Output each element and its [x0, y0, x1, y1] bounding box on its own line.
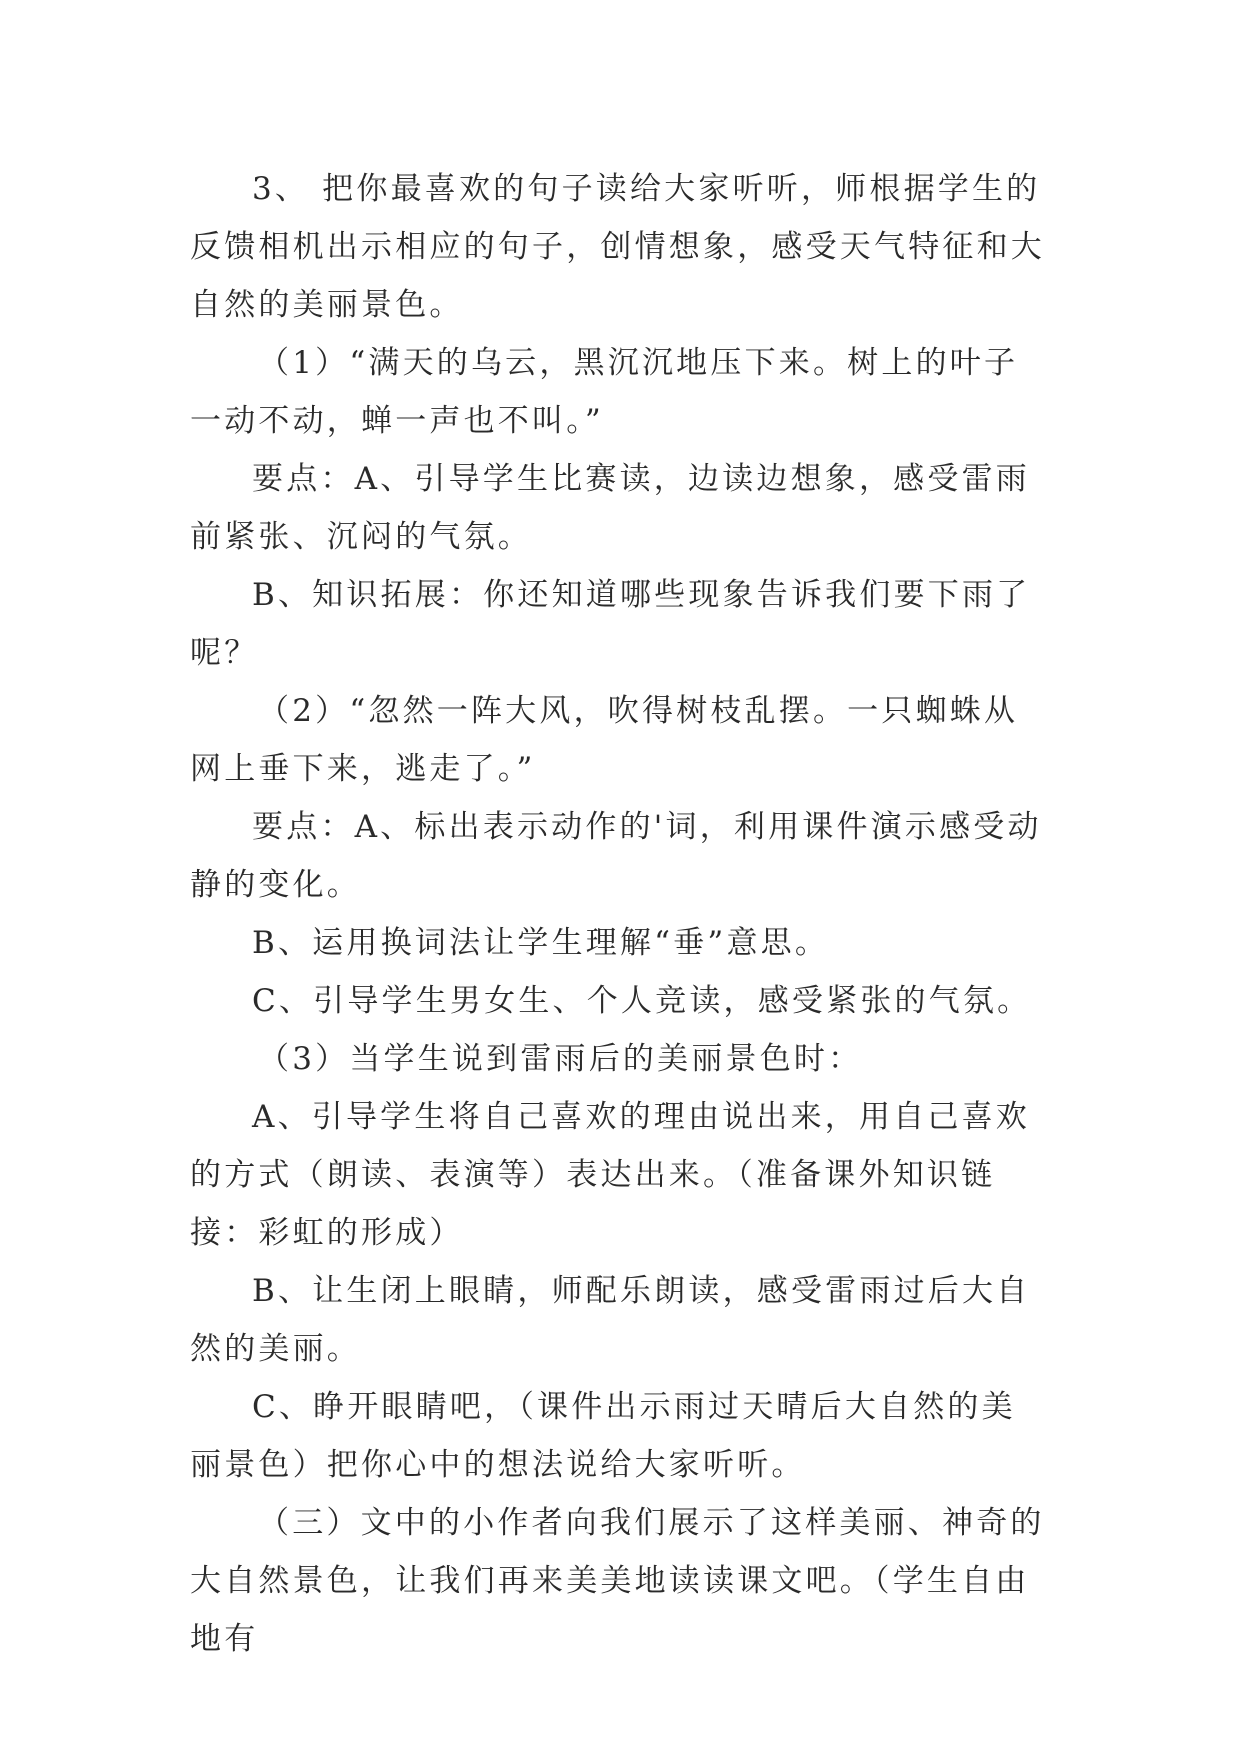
paragraph-sentence-1: （1）“满天的乌云，黑沉沉地压下来。树上的叶子一动不动，蝉一声也不叫。”: [190, 345, 1019, 439]
paragraph-key-point-3b: B、让生闭上眼睛，师配乐朗读，感受雷雨过后大自然的美丽。: [190, 1273, 1031, 1367]
paragraph-key-point-1b: B、知识拓展：你还知道哪些现象告诉我们要下雨了呢？: [190, 577, 1031, 671]
paragraph-key-point-1a: 要点：A、引导学生比赛读，边读边想象，感受雷雨前紧张、沉闷的气氛。: [190, 461, 1030, 555]
paragraph-step-3: 3、 把你最喜欢的句子读给大家听听，师根据学生的反馈相机出示相应的句子，创情想象，感受天气特征和大自然的美丽景色。: [190, 171, 1045, 323]
paragraph-key-point-3a: A、引导学生将自己喜欢的理由说出来，用自己喜欢的方式（朗读、表演等）表达出来。（准备课外知识链接：彩虹的形成）: [190, 1099, 1030, 1251]
paragraph-key-point-2a: 要点：A、标出表示动作的'词，利用课件演示感受动静的变化。: [190, 809, 1042, 903]
paragraph-sentence-2: （2）“忽然一阵大风，吹得树枝乱摆。一只蜘蛛从网上垂下来，逃走了。”: [190, 693, 1019, 787]
document-body: [190, 160, 1050, 1668]
paragraph-key-point-2c: C、引导学生男女生、个人竞读，感受紧张的气氛。: [252, 983, 1032, 1019]
paragraph-key-point-2b: B、运用换词法让学生理解“垂”意思。: [252, 925, 830, 961]
paragraph-key-point-3c: C、睁开眼睛吧，（课件出示雨过天晴后大自然的美丽景色）把你心中的想法说给大家听听。: [190, 1389, 1016, 1483]
paragraph-sentence-3: （3）当学生说到雷雨后的美丽景色时：: [258, 1041, 863, 1077]
paragraph-section-3: （三）文中的小作者向我们展示了这样美丽、神奇的大自然景色，让我们再来美美地读读课文吧。（学生自由地有: [190, 1505, 1045, 1657]
